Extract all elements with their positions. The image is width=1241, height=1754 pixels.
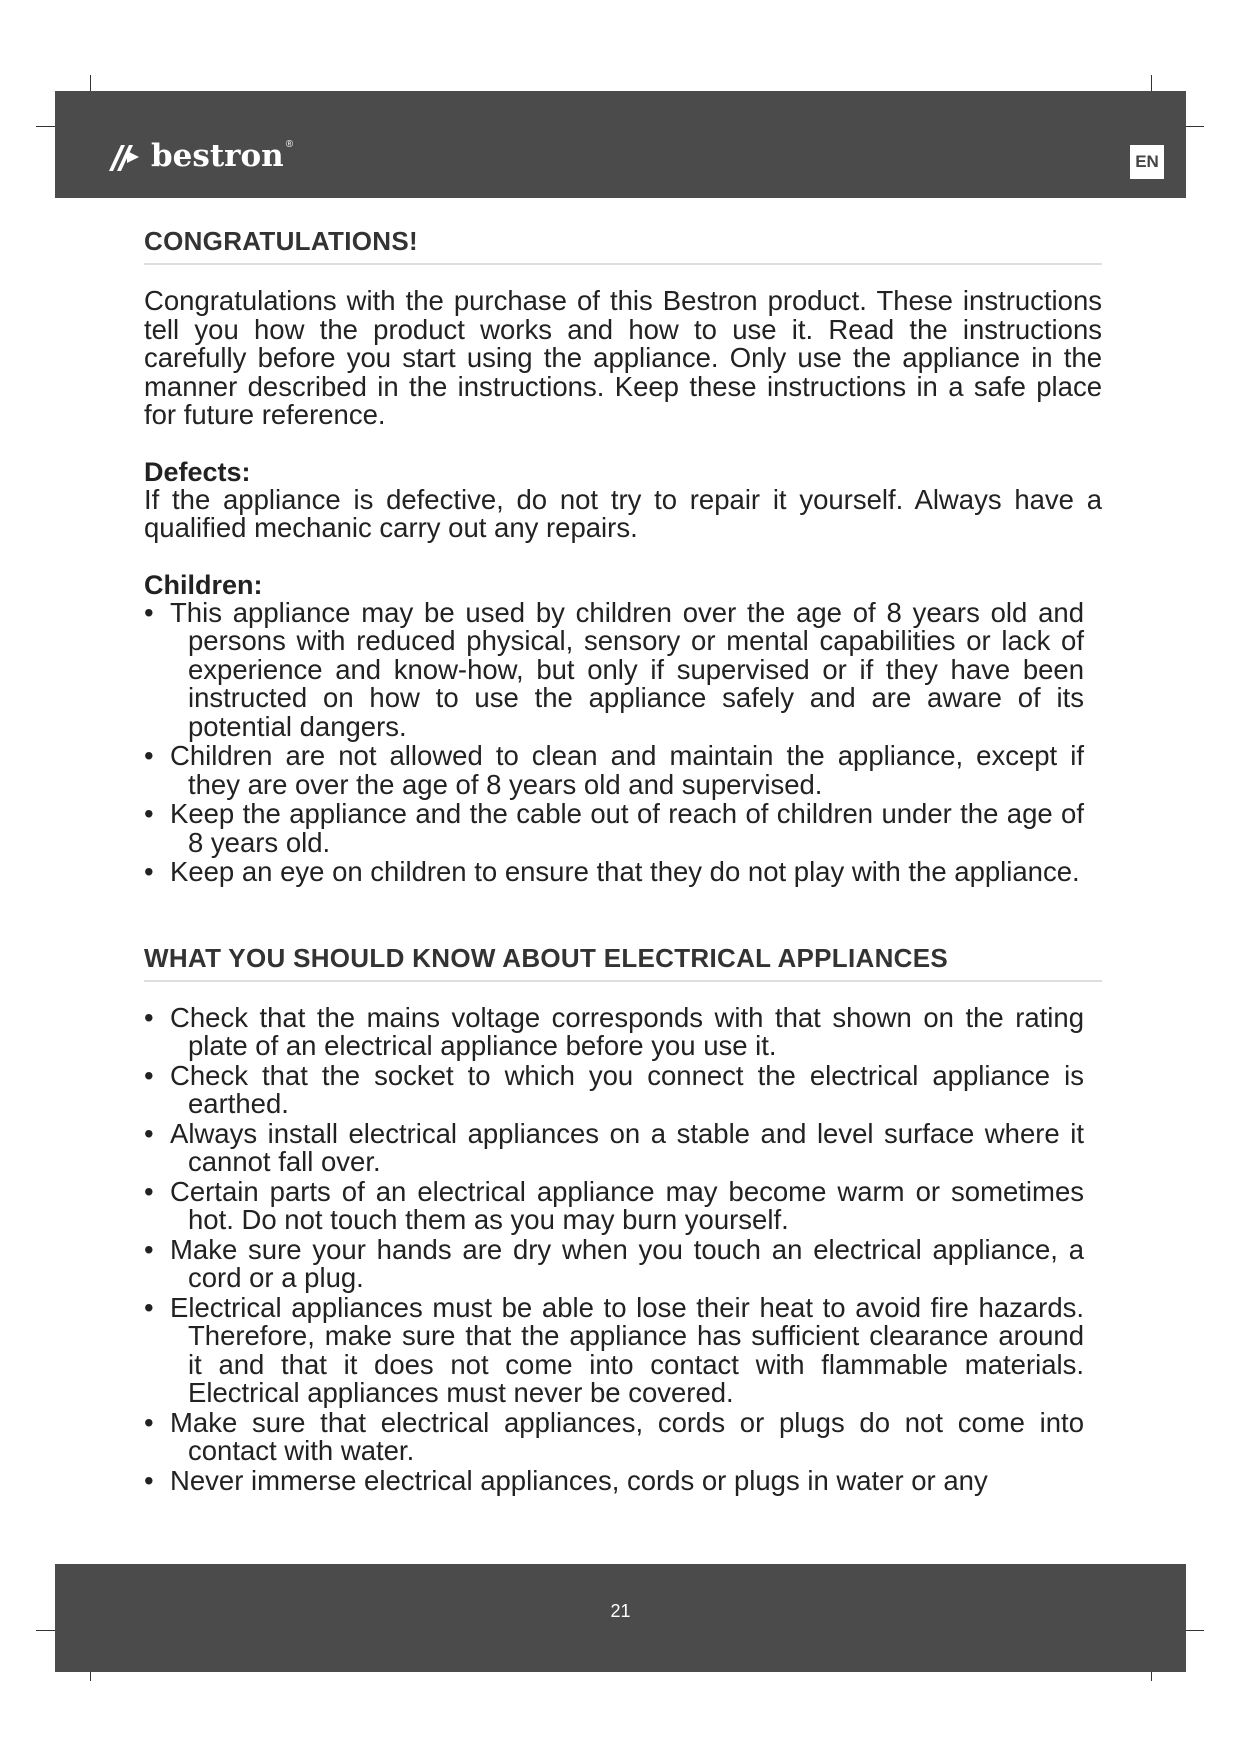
list-item: • Children are not allowed to clean and maintain the appliance, except if they are over the age of 8 years old and supervised. (144, 740, 1084, 800)
list-item: • Check that the mains voltage corresponds with that shown on the rating plate of an electrical appliance before you use it. (144, 1001, 1084, 1061)
defects-paragraph: If the appliance is defective, do not try to repair it yourself. Always have a qualified mechanic carry out any repairs. (144, 483, 1102, 543)
section-title: CONGRATULATIONS! (144, 226, 1102, 265)
page-number: 21 (610, 1601, 631, 1621)
list-item: • Make sure your hands are dry when you touch an electrical appliance, a cord or a plug. (144, 1233, 1084, 1293)
page-header (55, 91, 1186, 198)
defects-heading: Defects: (144, 456, 251, 487)
page-content (144, 226, 1102, 1496)
electrical-appliances-section (144, 943, 1102, 1496)
children-list (144, 596, 1084, 887)
brand-chevron-icon (105, 137, 143, 175)
list-item: • Check that the socket to which you connect the electrical appliance is earthed. (144, 1059, 1084, 1119)
list-item: • Never immerse electrical appliances, cords or plugs in water or any (144, 1464, 988, 1496)
electrical-list (144, 1001, 1084, 1496)
registered-mark: ® (285, 138, 294, 150)
section-title: WHAT YOU SHOULD KNOW ABOUT ELECTRICAL APPLIANCES (144, 943, 1102, 982)
congratulations-section (144, 226, 1102, 887)
list-item: • Make sure that electrical appliances, cords or plugs do not come into contact with water. (144, 1406, 1084, 1466)
language-badge: EN (1130, 145, 1164, 179)
page-footer (55, 1564, 1186, 1672)
list-item: • Electrical appliances must be able to lose their heat to avoid fire hazards. Therefore, make sure that the appliance has sufficient clearance around it and that it does not come into contact with flammable materials. Electrical appliances must never be covered. (144, 1291, 1084, 1408)
children-heading: Children: (144, 569, 263, 600)
list-item: • Always install electrical appliances on a stable and level surface where it cannot fall over. (144, 1117, 1084, 1177)
brand-name: bestron (151, 138, 284, 174)
intro-paragraph: Congratulations with the purchase of this Bestron product. These instructions tell you how the product works and how to use it. Read the instructions carefully before you start using the appliance. Only use the appliance in the manner described in the instructions. Keep these instructions in a safe place for future reference. (144, 285, 1102, 430)
list-item: • Keep the appliance and the cable out of reach of children under the age of 8 years old. (144, 798, 1084, 858)
list-item: • Certain parts of an electrical appliance may become warm or sometimes hot. Do not touch them as you may burn yourself. (144, 1175, 1084, 1235)
list-item: • This appliance may be used by children over the age of 8 years old and persons with reduced physical, sensory or mental capabilities or lack of experience and know-how, but only if supervised or if they have been instructed on how to use the appliance safely and are aware of its potential dangers. (144, 596, 1084, 742)
list-item: • Keep an eye on children to ensure that they do not play with the appliance. (144, 856, 1080, 887)
brand-logo (105, 137, 293, 175)
